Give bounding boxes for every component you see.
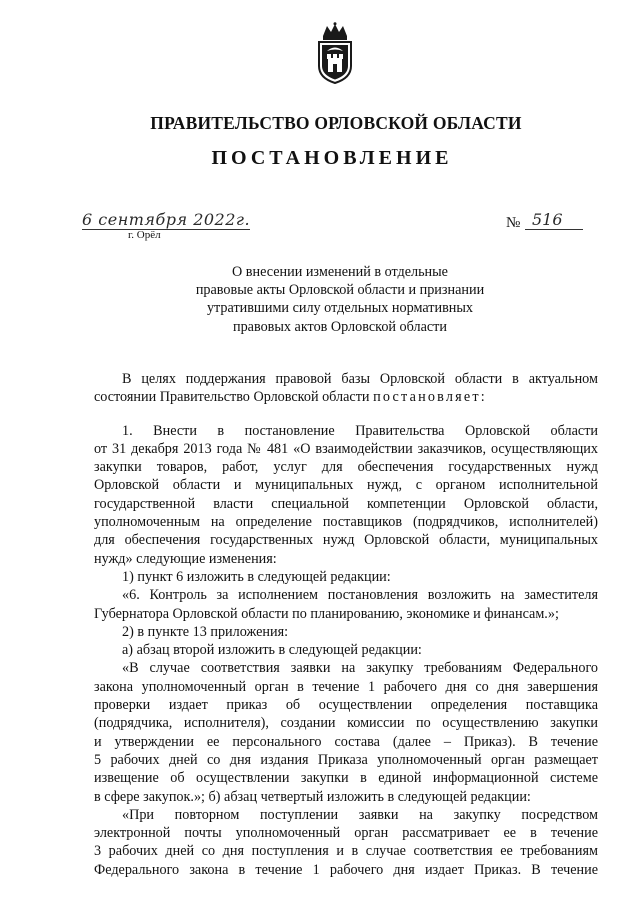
body-line: 1. Внести в постановление Правительства Орловской области	[122, 422, 598, 439]
document-body	[94, 370, 598, 879]
quote-line: в сфере закупок.»; б) абзац четвертый изложить в следующей редакции:	[94, 788, 531, 805]
date-underline	[82, 229, 250, 230]
quote-line: извещение об осуществлении закупки в единой информационной системе	[94, 770, 598, 787]
city-label: г. Орёл	[128, 229, 161, 241]
subject-line: правовые акты Орловской области и признании	[195, 282, 485, 299]
number-label: №	[506, 215, 521, 231]
quote-line: и утверждении ее персонального состава (далее – Приказ). В течение	[94, 733, 598, 750]
number-underline	[525, 229, 583, 230]
body-line: государственной власти специальной компетенции Орловской области,	[94, 495, 598, 512]
decree-verb: постановляет	[373, 389, 481, 406]
list-item: а) абзац второй изложить в следующей редакции:	[122, 642, 422, 659]
paragraph-gap	[94, 407, 598, 422]
quote-line: (подрядчика, исполнителя), создании комиссии по осуществлению закупки	[94, 715, 598, 732]
body-line	[94, 388, 598, 406]
list-item: 1) пункт 6 изложить в следующей редакции:	[122, 568, 391, 585]
intro-prefix: состоянии Правительство Орловской области	[94, 389, 374, 406]
handwritten-number: 516	[532, 210, 563, 229]
quote-line: электронной почты уполномоченный орган рассматривает ее в течение	[94, 825, 598, 842]
body-line: Орловской области и муниципальных нужд, с органом исполнительной	[94, 477, 598, 494]
subject-line: правовых актов Орловской области	[233, 318, 447, 335]
body-line: от 31 декабря 2013 года № 481 «О взаимодействии заказчиков, осуществляющих	[94, 440, 598, 457]
list-item: 2) в пункте 13 приложения:	[122, 623, 289, 640]
quote-line: «В случае соответствия заявки на закупку требованиям Федерального	[122, 660, 598, 677]
subject-line: утратившими силу отдельных нормативных	[206, 300, 474, 317]
quote-line: 3 рабочих дней со дня поступления и в случае соответствия ее требованиям	[94, 843, 598, 860]
handwritten-date: 6 сентября 2022г.	[82, 210, 251, 229]
quote-line: закона уполномоченный орган в течение 1 рабочего дня со дня завершения	[94, 678, 598, 695]
quote-line: «При повторном поступлении заявки на закупку посредством	[122, 806, 598, 823]
quote-line: Федерального закона в течение 1 рабочего дня издает Приказ. В течение	[94, 861, 598, 878]
body-line: уполномоченным на определение поставщиков (подрядчиков, исполнителей)	[94, 514, 598, 531]
government-title: ПРАВИТЕЛЬСТВО ОРЛОВСКОЙ ОБЛАСТИ	[150, 113, 522, 133]
quote-line: 5 рабочих дней со дня издания Приказа уполномоченный орган размещает	[94, 751, 598, 768]
quote-line: «6. Контроль за исполнением постановления возложить на заместителя	[122, 587, 598, 604]
document-type: ПОСТАНОВЛЕНИЕ	[211, 147, 453, 169]
body-line: нужд» следующие изменения:	[94, 550, 277, 567]
body-line: для обеспечения государственных нужд Орловской области, муниципальных	[94, 532, 598, 549]
body-line: В целях поддержания правовой базы Орловской области в актуальном	[122, 371, 598, 387]
orel-coat-of-arms-icon	[313, 22, 357, 84]
quote-line: проверки издает приказ об осуществлении определения поставщика	[94, 697, 598, 714]
subject-line: О внесении изменений в отдельные	[232, 264, 448, 280]
body-line: закупки товаров, работ, услуг для обеспечения государственных нужд	[94, 459, 598, 476]
intro-suffix: :	[480, 389, 485, 406]
quote-line: Губернатора Орловской области по планированию, экономике и финансам.»;	[94, 605, 559, 622]
document-subject	[150, 263, 530, 336]
